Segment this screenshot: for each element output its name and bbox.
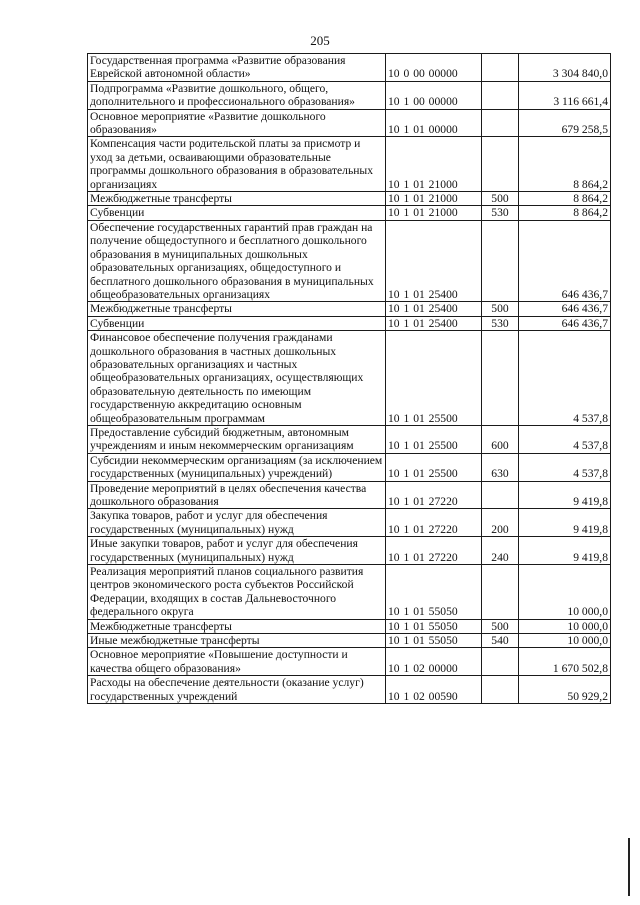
row-amount-cell: 10 000,0 — [519, 634, 611, 648]
table-row — [88, 137, 611, 192]
row-name-cell: Межбюджетные трансферты — [88, 192, 386, 206]
row-amount-cell: 3 304 840,0 — [519, 54, 611, 82]
row-name-cell: Межбюджетные трансферты — [88, 302, 386, 316]
row-name-cell: Субсидии некоммерческим организациям (за исключением государственных (муниципальных) учреждений) — [88, 453, 386, 481]
row-code-cell: 10 1 01 25500 — [386, 425, 482, 453]
row-code-cell: 10 1 01 25400 — [386, 302, 482, 316]
table-row — [88, 509, 611, 537]
row-expense-type-cell: 500 — [482, 192, 519, 206]
row-code-cell: 10 1 00 00000 — [386, 81, 482, 109]
row-name-cell: Проведение мероприятий в целях обеспечения качества дошкольного образования — [88, 481, 386, 509]
row-code-cell: 10 1 01 25500 — [386, 331, 482, 426]
table-row — [88, 331, 611, 426]
row-name-cell: Реализация мероприятий планов социального развития центров экономического роста субъектов Российской Федерации, входящих в состав Дальневосточного федерального округа — [88, 565, 386, 620]
row-amount-cell: 4 537,8 — [519, 453, 611, 481]
row-amount-cell: 9 419,8 — [519, 509, 611, 537]
row-name-cell: Основное мероприятие «Развитие дошкольного образования» — [88, 109, 386, 137]
row-code-cell: 10 1 02 00590 — [386, 676, 482, 704]
row-code-cell: 10 1 01 25400 — [386, 316, 482, 330]
row-name-cell: Подпрограмма «Развитие дошкольного, общего, дополнительного и профессионального образования» — [88, 81, 386, 109]
scan-edge-mark — [628, 838, 630, 896]
row-amount-cell: 3 116 661,4 — [519, 81, 611, 109]
table-row — [88, 537, 611, 565]
table-row — [88, 220, 611, 301]
row-amount-cell: 4 537,8 — [519, 331, 611, 426]
row-expense-type-cell: 530 — [482, 206, 519, 220]
row-code-cell: 10 1 01 27220 — [386, 537, 482, 565]
row-name-cell: Расходы на обеспечение деятельности (оказание услуг) государственных учреждений — [88, 676, 386, 704]
row-amount-cell: 8 864,2 — [519, 192, 611, 206]
row-name-cell: Основное мероприятие «Повышение доступности и качества общего образования» — [88, 648, 386, 676]
row-code-cell: 10 1 01 27220 — [386, 509, 482, 537]
row-amount-cell: 1 670 502,8 — [519, 648, 611, 676]
row-code-cell: 10 0 00 00000 — [386, 54, 482, 82]
row-name-cell: Предоставление субсидий бюджетным, автономным учреждениям и иным некоммерческим организациям — [88, 425, 386, 453]
row-amount-cell: 10 000,0 — [519, 565, 611, 620]
row-code-cell: 10 1 01 55050 — [386, 619, 482, 633]
table-row — [88, 81, 611, 109]
table-row — [88, 206, 611, 220]
row-amount-cell: 4 537,8 — [519, 425, 611, 453]
row-amount-cell: 679 258,5 — [519, 109, 611, 137]
row-amount-cell: 10 000,0 — [519, 619, 611, 633]
row-expense-type-cell: 630 — [482, 453, 519, 481]
row-expense-type-cell — [482, 565, 519, 620]
row-code-cell: 10 1 01 25400 — [386, 220, 482, 301]
row-expense-type-cell — [482, 81, 519, 109]
row-expense-type-cell: 530 — [482, 316, 519, 330]
budget-table-body — [88, 54, 611, 704]
row-expense-type-cell: 500 — [482, 302, 519, 316]
row-amount-cell: 646 436,7 — [519, 316, 611, 330]
row-expense-type-cell — [482, 109, 519, 137]
page-number: 205 — [310, 33, 330, 48]
row-amount-cell: 8 864,2 — [519, 206, 611, 220]
table-row — [88, 648, 611, 676]
table-row — [88, 565, 611, 620]
row-code-cell: 10 1 02 00000 — [386, 648, 482, 676]
row-code-cell: 10 1 01 21000 — [386, 192, 482, 206]
row-expense-type-cell — [482, 648, 519, 676]
table-row — [88, 453, 611, 481]
row-name-cell: Закупка товаров, работ и услуг для обеспечения государственных (муниципальных) нужд — [88, 509, 386, 537]
table-row — [88, 481, 611, 509]
row-expense-type-cell: 600 — [482, 425, 519, 453]
row-name-cell: Субвенции — [88, 206, 386, 220]
table-row — [88, 634, 611, 648]
table-row — [88, 425, 611, 453]
row-expense-type-cell — [482, 137, 519, 192]
table-row — [88, 676, 611, 704]
row-name-cell: Иные межбюджетные трансферты — [88, 634, 386, 648]
row-code-cell: 10 1 01 55050 — [386, 634, 482, 648]
row-expense-type-cell: 540 — [482, 634, 519, 648]
row-name-cell: Компенсация части родительской платы за присмотр и уход за детьми, осваивающими образовательные программы дошкольного образования в образовательных организациях — [88, 137, 386, 192]
row-code-cell: 10 1 01 55050 — [386, 565, 482, 620]
row-name-cell: Финансовое обеспечение получения гражданами дошкольного образования в частных дошкольных образовательных организациях и частных общеобразовательных организациях, осуществляющих образовательную деятельность по имеющим государственную аккредитацию основным общеобразовательным программам — [88, 331, 386, 426]
row-expense-type-cell: 500 — [482, 619, 519, 633]
row-name-cell: Обеспечение государственных гарантий прав граждан на получение общедоступного и бесплатного дошкольного образования в муниципальных дошкольных образовательных организациях, общедоступного и бесплатного дошкольного образования в муниципальных общеобразовательных организациях — [88, 220, 386, 301]
row-amount-cell: 646 436,7 — [519, 302, 611, 316]
row-name-cell: Субвенции — [88, 316, 386, 330]
row-amount-cell: 9 419,8 — [519, 481, 611, 509]
table-row — [88, 619, 611, 633]
row-code-cell: 10 1 01 00000 — [386, 109, 482, 137]
row-expense-type-cell — [482, 331, 519, 426]
table-row — [88, 54, 611, 82]
row-amount-cell: 646 436,7 — [519, 220, 611, 301]
row-expense-type-cell: 200 — [482, 509, 519, 537]
row-expense-type-cell — [482, 54, 519, 82]
row-expense-type-cell: 240 — [482, 537, 519, 565]
table-row — [88, 316, 611, 330]
row-code-cell: 10 1 01 21000 — [386, 206, 482, 220]
row-amount-cell: 50 929,2 — [519, 676, 611, 704]
row-code-cell: 10 1 01 27220 — [386, 481, 482, 509]
row-name-cell: Иные закупки товаров, работ и услуг для обеспечения государственных (муниципальных) нужд — [88, 537, 386, 565]
table-row — [88, 302, 611, 316]
table-row — [88, 192, 611, 206]
row-expense-type-cell — [482, 676, 519, 704]
row-amount-cell: 8 864,2 — [519, 137, 611, 192]
table-row — [88, 109, 611, 137]
row-name-cell: Государственная программа «Развитие образования Еврейской автономной области» — [88, 54, 386, 82]
budget-table — [87, 53, 611, 704]
row-code-cell: 10 1 01 21000 — [386, 137, 482, 192]
row-amount-cell: 9 419,8 — [519, 537, 611, 565]
row-expense-type-cell — [482, 481, 519, 509]
row-expense-type-cell — [482, 220, 519, 301]
row-name-cell: Межбюджетные трансферты — [88, 619, 386, 633]
row-code-cell: 10 1 01 25500 — [386, 453, 482, 481]
